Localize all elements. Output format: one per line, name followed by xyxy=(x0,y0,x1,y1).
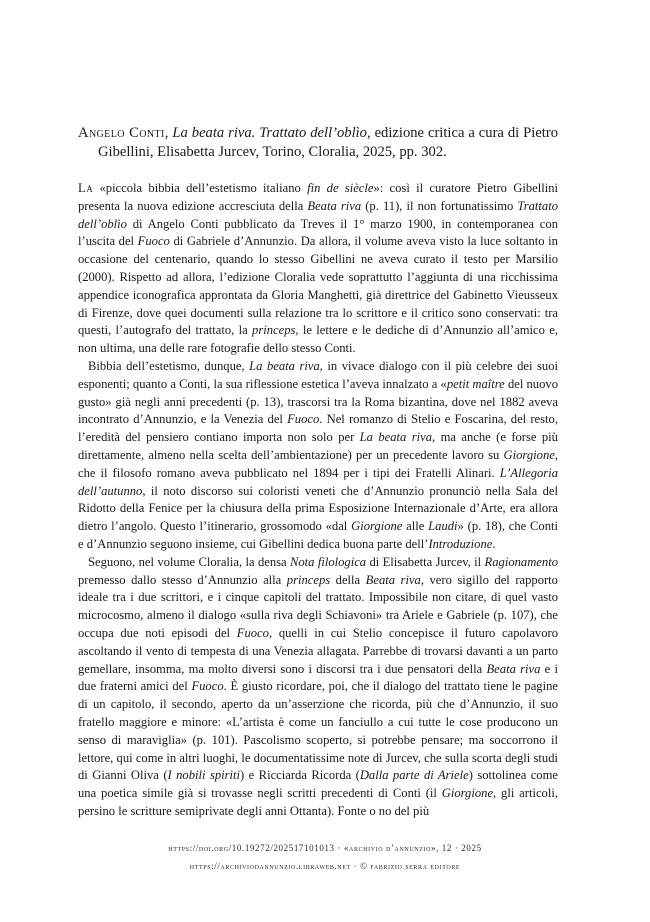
text-run: » (p. 18), che Conti e d’Annunzio seguono insieme, cui Gibellini dedica buona parte dell’ xyxy=(78,519,558,551)
text-run: Bibbia dell’estetismo, dunque, xyxy=(88,358,250,373)
review-body xyxy=(78,180,558,821)
italic-text: L’Allegoria dell’autunno xyxy=(78,465,558,498)
italic-text: princeps xyxy=(252,323,296,338)
italic-text: Dalla parte di Ariele xyxy=(359,768,469,783)
italic-text: fin de siècle xyxy=(307,181,374,195)
italic-text: I nobili spiriti xyxy=(167,768,241,783)
bibliographic-details: , edizione critica a cura di Pietro Gibellini, Elisabetta Jurcev, Torino, Cloralia, 2025, pp. 302. xyxy=(98,125,559,160)
text-run: , gli articoli, persino le scritture semiprivate degli anni Ottanta). Fonte o no del più xyxy=(78,786,558,818)
italic-text: Nota filologica xyxy=(289,554,367,569)
opening-small-caps: La xyxy=(78,181,94,195)
text-run: e i due fraterni amici del xyxy=(78,661,558,694)
italic-text: Fuoco xyxy=(137,234,170,249)
book-title: La beata riva. Trattato dell’oblìo xyxy=(172,125,367,141)
italic-text: Beata riva xyxy=(365,572,421,587)
body-paragraph xyxy=(78,358,558,554)
bibliographic-entry: Angelo Conti, La beata riva. Trattato dell’oblìo, edizione critica a cura di Pietro Gibellini, Elisabetta Jurcev, Torino, Cloralia, 2025, pp. 302. xyxy=(78,125,559,160)
footer-site-line: https://archiviodannunzio.libraweb.net · © fabrizio serra editore xyxy=(189,861,461,871)
text-run: ) sottolinea come una poetica simile già si trovasse negli scritti precedenti di Conti (il xyxy=(78,768,558,801)
text-run: Seguono, nel volume Cloralia, la densa xyxy=(88,554,290,569)
text-run: «piccola bibbia dell’estetismo italiano xyxy=(93,181,308,195)
text-run: di Gabriele d’Annunzio. Da allora, il volume aveva visto la luce soltanto in occasione del centenario, quando lo stesso Gibellini ne aveva curato il testo per Marsilio (2000). Rispetto ad allora, l’edizione Cloralia vede soprattutto l’aggiunta di una ricchissima appendice iconografica approntata da Gloria Manghetti, già direttrice del Gabinetto Vieusseux di Firenze, dove quei documenti sulla relazione tra lo scrittore e il critico sono conservati: tra questi, l’autografo del trattato, la xyxy=(78,234,558,338)
text-run: , il noto discorso sui coloristi veneti che d’Annunzio pronunciò nella Sala del Ridotto della Fenice per la chiusura della prima Esposizione Internazionale d’Arte, era allora dietro l’angolo. Questo l’itinerario, grossomodo «dal xyxy=(78,483,558,534)
italic-text: Fuoco xyxy=(236,625,269,640)
italic-text: petit maître xyxy=(446,376,505,391)
italic-text: Giorgione xyxy=(503,447,555,462)
text-run: , che il filosofo romano aveva pubblicato nel 1894 per i tipi dei Fratelli Alinari. xyxy=(78,447,558,480)
text-run: (p. 11), il non fortunatissimo xyxy=(361,198,518,213)
text-run: di Elisabetta Jurcev, il xyxy=(366,554,485,569)
body-paragraph xyxy=(78,180,558,358)
text-run: . Nel romanzo di Stelio e Foscarina, del resto, l’eredità del pensiero contiano importa non solo per xyxy=(78,412,558,445)
body-paragraph xyxy=(78,554,558,821)
page-footer xyxy=(0,839,650,875)
italic-text: Fuoco xyxy=(191,679,224,694)
italic-text: princeps xyxy=(286,572,331,587)
text-run: , quelli in cui Stelio concepisce il futuro capolavoro ascoltando il vento di tempesta di una Venezia allagata. Parrebbe di trovarsi davanti a un parto gemellare, insomma, ma molto diversi sono i discorsi tra i due pensatori della xyxy=(78,625,558,676)
italic-text: Giorgione xyxy=(351,519,403,534)
italic-text: La beata riva xyxy=(249,358,320,373)
text-run: della xyxy=(330,572,366,587)
italic-text: Introduzione xyxy=(428,536,493,551)
footer-doi-line: https://doi.org/10.19272/202517101013 · «archivio d’annunzio», 12 · 2025 xyxy=(168,843,482,853)
italic-text: Beata riva xyxy=(486,661,541,676)
author-name: Angelo Conti xyxy=(78,125,165,141)
text-run: , in vivace dialogo con il più celebre dei suoi esponenti; quanto a Conti, la sua riflessione estetica l’aveva innalzato a « xyxy=(78,358,558,391)
text-run: , vero sigillo del rapporto ideale tra i due scrittori, e i cinque capitoli del trattato. Impossibile non citare, di quel vasto microcosmo, almeno il dialogo «sulla riva degli Schiavoni» tra Ariele e Gabriele (p. 107), che occupa due noti episodi del xyxy=(78,572,558,640)
italic-text: Laudi xyxy=(428,519,458,534)
text-run: ) e Ricciarda Ricorda ( xyxy=(240,768,360,783)
italic-text: Giorgione xyxy=(441,786,494,801)
review-header xyxy=(78,124,558,162)
text-run: premesso dallo stesso d’Annunzio alla xyxy=(78,572,287,587)
italic-text: Beata riva xyxy=(307,198,362,213)
text-run: alle xyxy=(402,519,429,534)
italic-text: Fuoco xyxy=(287,412,320,427)
text-run: , le lettere e le dediche di d’Annunzio all’amico e, non ultima, una delle rare fotografie dello stesso Conti. xyxy=(78,323,558,356)
text-run: di Angelo Conti pubblicato da Treves il 1° marzo 1900, in contemporanea con l’uscita del xyxy=(78,216,558,249)
text-run: . xyxy=(492,536,496,551)
italic-text: Ragionamento xyxy=(484,554,558,569)
italic-text: La beata riva xyxy=(359,430,433,445)
text-run: del nuovo gusto» già negli anni precedenti (p. 13), trascorsi tra la Roma bizantina, dove nel 1882 aveva incontrato d’Annunzio, e la Venezia del xyxy=(78,376,558,427)
text-run: , ma anche (e forse più direttamente, almeno nella scelta dell’ambientazione) per un precedente lavoro su xyxy=(78,430,558,462)
text-run: »: così il curatore Pietro Gibellini presenta la nuova edizione accresciuta della xyxy=(78,181,558,213)
text-run: . È giusto ricordare, poi, che il dialogo del trattato tiene le pagine di un capitolo, il secondo, aperto da un’asserzione che ricorda, più che d’Annunzio, il suo fratello maggiore e minore: «L’artista è come un fanciullo a cui tutte le cose producono un senso di maraviglia» (p. 101). Pascolismo scoperto, si potrebbe pensare; ma soccorrono il lettore, qui come in altri luoghi, le documentatissime note di Jurcev, che sulla scorta degli studi di Gianni Oliva ( xyxy=(78,679,558,783)
italic-text: Trattato dell’oblìo xyxy=(78,198,558,231)
